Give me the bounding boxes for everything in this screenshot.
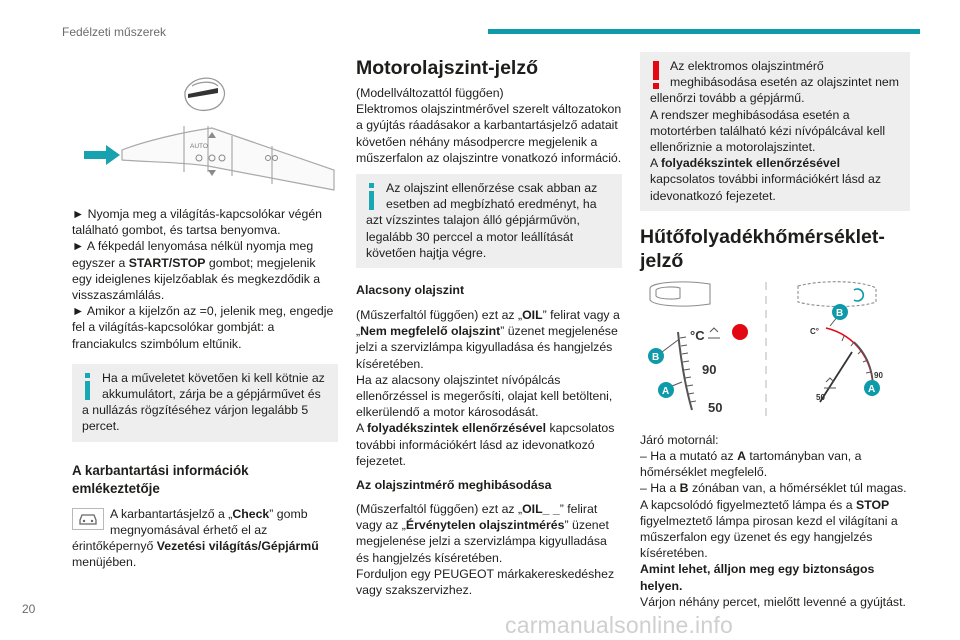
fault-p2: Forduljon egy PEUGEOT márkakereskedéshez vagy szakszervizhez. [356,566,615,598]
right-unit-label: C° [810,326,819,336]
left-50-label: 50 [708,399,723,415]
warning-text-1: Az elektromos olajszintmérő meghibásodása esetén az olajszintet nem ellenőrzi tovább a gépjármű. [650,59,899,106]
coolant-t3: – Ha a B zónában van, a hőmérséklet túl magas. A kapcsolódó figyelmeztető lámpa és a STOP figyelmeztető lámpa pirosan kezd el világítani a műszerfalon egy üzenet és egy hangjelzés kíséretében. [640,481,907,561]
fault-p1: (Műszerfaltól függően) ezt az „OIL_ _” felirat vagy az „Érvénytelen olajszintmérés” üzenet megjelenése jelzi a szervizlámpa kigyulladása és hangjelzés kíséretében. [356,502,609,565]
info-note-oil-text: Az olajszint ellenőrzése csak abban az esetben ad megbízható eredményt, ha azt vízszintes talajon álló gépjárművön, legalább 30 perccel a motor leállítását követően hajtja végre. [366,181,598,260]
left-unit-label: °C [690,327,705,343]
warning-icon [650,61,662,89]
info-note-oil [356,174,622,268]
column-2 [356,56,622,598]
svg-text:B: B [652,351,660,363]
left-cluster-icon [650,282,710,306]
info-note-battery [72,364,338,442]
coolant-gauge-diagram [640,278,910,428]
coolant-t5: Várjon néhány percet, mielőtt levenné a gyújtást. [640,594,906,609]
bullet-2: ► A fékpedál lenyomása nélkül nyomja meg egyszer a START/STOP gombot; megjelenik egy ideiglenes kijelzőablak és megkezdődik a visszaszámlálás. [72,239,321,303]
svg-text:A: A [868,383,876,395]
low-oil-p2: Ha az alacsony olajszintet nívópálcás ellenőrzéssel is megerősíti, olajat kell betölteni, elkerülendő a motor károsodását. [356,372,613,420]
car-service-icon [72,508,104,530]
right-50-label: 50 [816,392,825,402]
watermark: carmanualsonline.info [505,612,733,638]
warning-text-2: A rendszer meghibásodása esetén a motortérben található kézi nívópálcával kell ellenőriznie a motorolajszintet. [650,107,886,155]
reminder-text: A karbantartásjelző a „Check” gomb megnyomásával érhető el az érintőképernyő Vezetési világítás/Gépjármű menüjében. [72,506,319,570]
right-90-label: 90 [874,370,883,380]
left-90-label: 90 [702,361,717,377]
coolant-t1: Járó motornál: [640,432,719,447]
low-oil-p1: (Műszerfaltól függően) ezt az „OIL” felirat vagy a „Nem megfelelő olajszint” üzenet megjelenése jelzi a szervizlámpa kigyulladása és hangjelzés kíséretében. [356,308,620,371]
stalk-auto-label: AUTO [190,143,208,150]
press-arrow-icon [84,145,120,165]
warning-note-oil-sensor [640,52,910,211]
low-oil-heading: Alacsony olajszint [356,283,465,298]
column-1 [72,66,338,570]
svg-text:A: A [662,385,670,397]
info-icon [366,183,378,211]
oil-level-heading: Motorolajszint-jelző [356,57,538,79]
low-oil-p3: A folyadékszintek ellenőrzésével kapcsolatos további információkért lásd az idevonatkozó fejezetet. [356,421,615,468]
bullet-3: ► Amikor a kijelzőn az =0, jelenik meg, engedje fel a világítás-kapcsolókar gombját: a franciakulcs szimbólum eltűnik. [72,304,334,351]
header-accent-bar [488,29,920,34]
coolant-t4: Amint lehet, álljon meg egy biztonságos helyen. [640,562,875,593]
oil-p2: Elektromos olajszintmérővel szerelt változatokon a gyújtás ráadásakor a karbantartásjelző adatait követően néhány másodpercre megjelenik a műszerfalon az olajszintre vonatkozó információ. [356,102,622,165]
column-3 [640,52,910,610]
info-icon [82,373,94,401]
reminder-heading: A karbantartási információk emlékeztetője [72,462,249,496]
svg-text:B: B [836,307,844,319]
info-note-text: Ha a műveletet követően ki kell kötnie az akkumulátort, zárja be a gépjárművet és a nullázás rögzítéséhez várjon legalább 5 percet. [82,370,325,434]
warning-lamp-icon [732,324,748,340]
page-header-title: Fedélzeti műszerek [62,25,167,39]
lighting-stalk-diagram [72,66,338,198]
bullet-1: ► Nyomja meg a világítás-kapcsolókar végén található gombot, és tartsa benyomva. [72,207,323,238]
warning-text-3: A folyadékszintek ellenőrzésével kapcsolatos további információkért lásd az idevonatkozó fejezetet. [650,156,882,203]
page-number: 20 [22,602,36,616]
coolant-heading: Hűtőfolyadékhőmérséklet-jelző [640,225,885,272]
fault-heading: Az olajszintmérő meghibásodása [356,478,552,493]
right-cluster-icon [798,282,876,307]
oil-p1: (Modellváltozattól függően) [356,86,504,100]
coolant-t2: – Ha a mutató az A tartományban van, a hőmérséklet megfelelő. [640,449,862,480]
